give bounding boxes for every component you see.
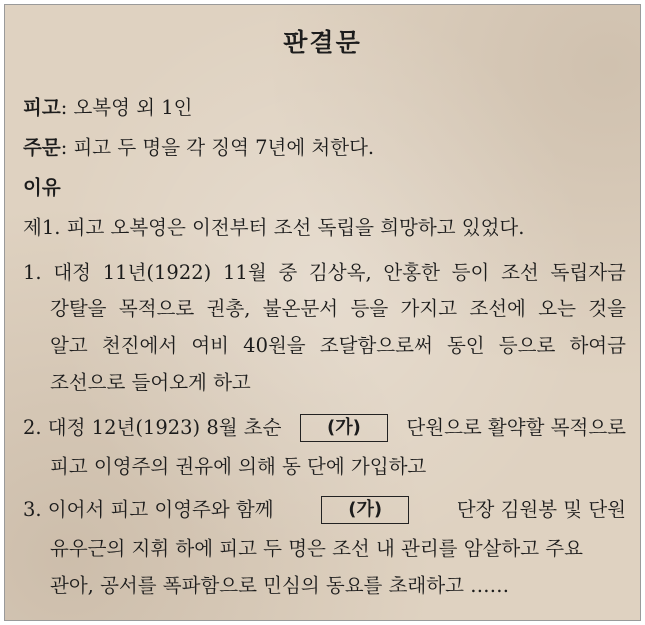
ruling-text: : 피고 두 명을 각 징역 7년에 처한다. bbox=[60, 136, 375, 159]
word: 김상옥, bbox=[308, 261, 372, 284]
word: 강탈을 bbox=[50, 297, 107, 320]
word: 안홍한 bbox=[383, 261, 440, 284]
word: 조선에 bbox=[469, 297, 526, 320]
item3-text-before: 3. 이어서 피고 이영주와 함께 bbox=[23, 498, 274, 521]
item1-line2 bbox=[50, 295, 626, 323]
document-title: 판결문 bbox=[283, 28, 362, 57]
item2-text-after: 단원으로 활약할 목적으로 bbox=[406, 416, 626, 439]
ruling-label: 주문 bbox=[23, 136, 61, 159]
word: 하여금 bbox=[569, 334, 626, 357]
item3-line1 bbox=[23, 496, 626, 524]
word: 불온문서 bbox=[262, 297, 339, 320]
defendant-label: 피고 bbox=[23, 96, 61, 119]
word: 동인 bbox=[446, 334, 485, 357]
item1-line4: 조선으로 들어오게 하고 bbox=[50, 371, 251, 394]
blank-box-ga: (가) bbox=[300, 414, 388, 442]
word: 등을 bbox=[350, 297, 389, 320]
word: 1. bbox=[23, 261, 42, 284]
word: 조선 bbox=[501, 261, 539, 284]
word: 등이 bbox=[451, 261, 490, 284]
word: 것을 bbox=[588, 297, 626, 320]
word: 11월 bbox=[223, 261, 267, 284]
word: 여비 bbox=[191, 334, 230, 357]
word: 목적으로 bbox=[118, 297, 195, 320]
reason-heading: 이유 bbox=[23, 176, 61, 199]
item3-text-after: 단장 김원봉 및 단원 bbox=[456, 498, 626, 521]
verdict-document bbox=[4, 4, 641, 621]
item3-line3: 관아, 공서를 폭파함으로 민심의 동요를 초래하고 …… bbox=[50, 574, 510, 597]
word: 독립자금 bbox=[550, 261, 626, 284]
word: 권총, bbox=[206, 297, 251, 320]
defendant-line bbox=[23, 94, 192, 122]
item2-line2: 피고 이영주의 권유에 의해 동 단에 가입하고 bbox=[50, 455, 427, 478]
defendant-text: : 오복영 외 1인 bbox=[60, 96, 193, 119]
word: 가지고 bbox=[400, 297, 458, 320]
word: 대정 bbox=[53, 261, 92, 284]
item1-line1 bbox=[23, 259, 626, 287]
word: 중 bbox=[278, 261, 298, 284]
word: 등으로 bbox=[498, 334, 556, 357]
item1-line3 bbox=[50, 332, 626, 360]
item2-line1 bbox=[23, 414, 626, 442]
word: 조달함으로써 bbox=[319, 334, 433, 357]
word: 40원을 bbox=[243, 334, 306, 357]
word: 천진에서 bbox=[101, 334, 178, 357]
word: 오는 bbox=[538, 297, 576, 320]
blank-box-ga: (가) bbox=[321, 496, 409, 524]
item2-text-before: 2. 대정 12년(1923) 8월 초순 bbox=[23, 416, 282, 439]
reason-first-line: 제1. 피고 오복영은 이전부터 조선 독립을 희망하고 있었다. bbox=[23, 216, 525, 239]
item3-line2: 유우근의 지휘 하에 피고 두 명은 조선 내 관리를 암살하고 주요 bbox=[50, 537, 583, 560]
word: 알고 bbox=[50, 334, 88, 357]
word: 11년(1922) bbox=[102, 261, 212, 284]
ruling-line bbox=[23, 134, 374, 162]
